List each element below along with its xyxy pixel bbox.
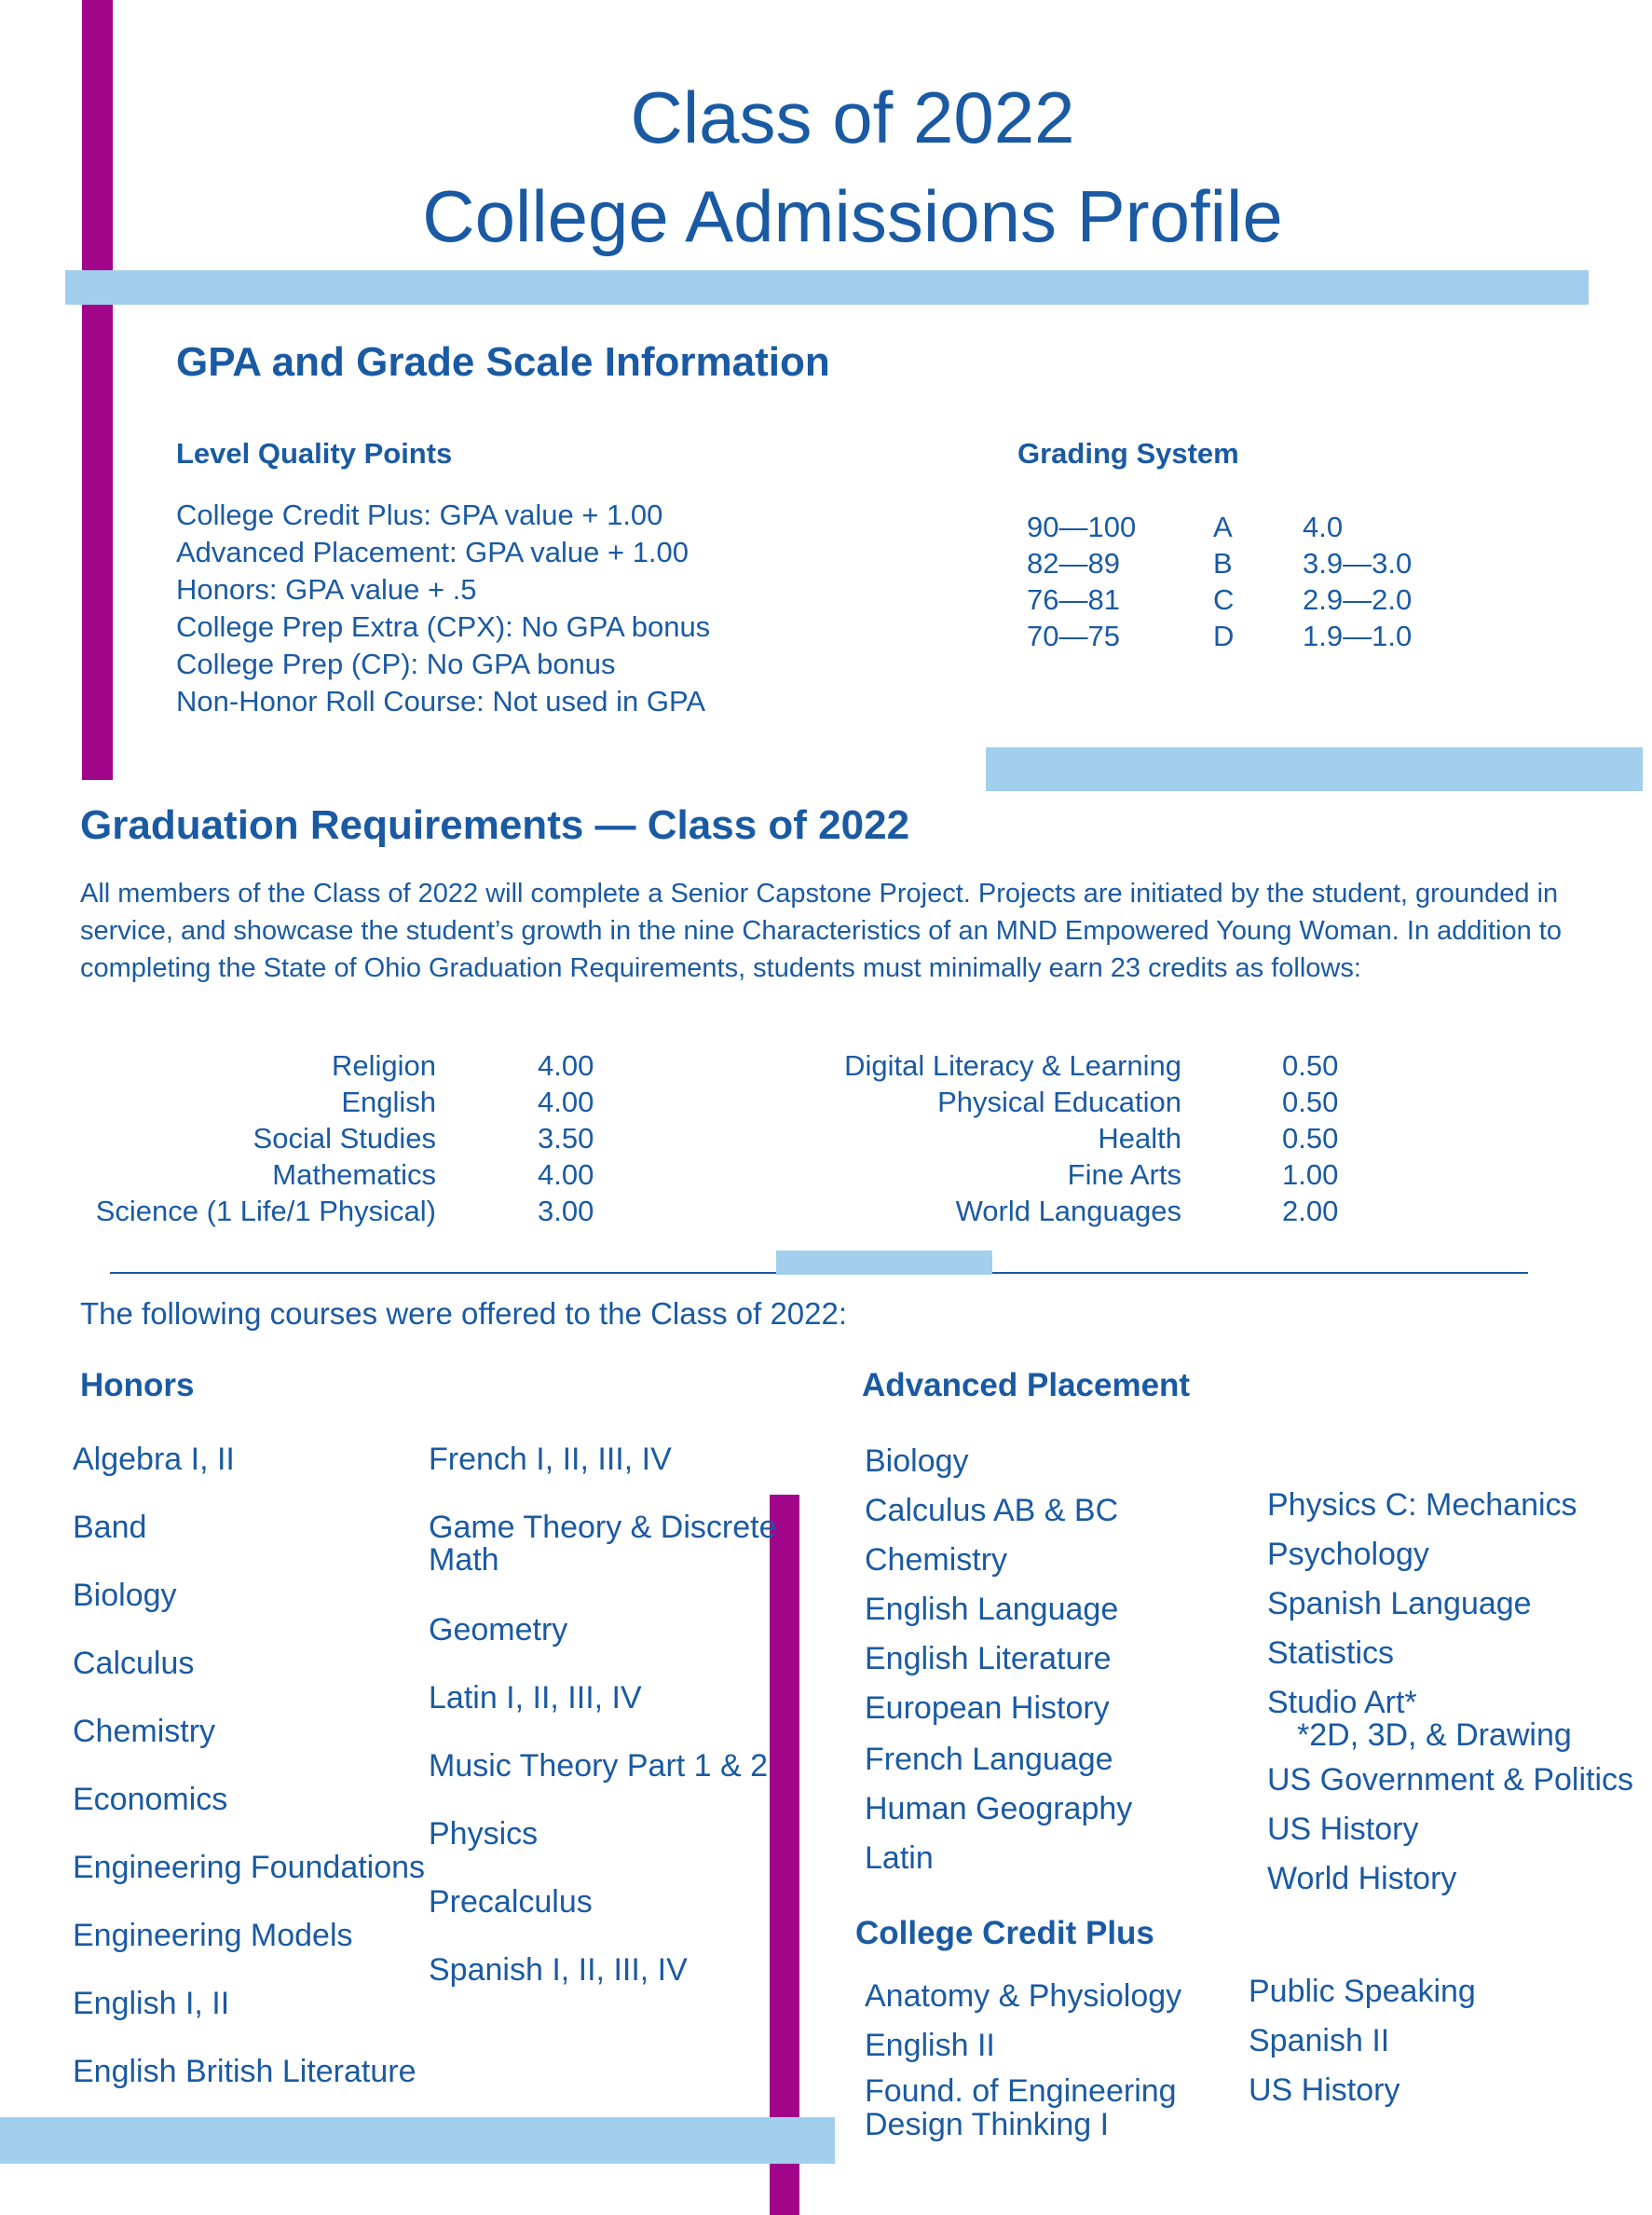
honors-course: Algebra I, II [73, 1442, 235, 1477]
ap-course: European History [865, 1690, 1110, 1726]
credit-subject: Mathematics [272, 1158, 436, 1191]
ccp-course: Public Speaking [1249, 1974, 1476, 2009]
grade-range: 90—100 [1027, 511, 1137, 543]
honors-course: Latin I, II, III, IV [429, 1680, 642, 1716]
ccp-course: Design Thinking I [865, 2107, 1110, 2142]
honors-course: English British Literature [73, 2054, 416, 2089]
page-title-line1: Class of 2022 [630, 76, 1075, 158]
quality-point-item: Honors: GPA value + .5 [176, 573, 477, 606]
graduation-heading: Graduation Requirements — Class of 2022 [80, 802, 910, 848]
grade-letter: B [1213, 547, 1233, 580]
grade-letter: C [1213, 583, 1235, 616]
ap-course: Biology [865, 1443, 969, 1479]
ap-course: Psychology [1267, 1537, 1429, 1572]
ap-course: US History [1267, 1812, 1419, 1847]
quality-point-item: College Prep Extra (CPX): No GPA bonus [176, 610, 711, 643]
ccp-course: Spanish II [1249, 2023, 1390, 2058]
credit-subject: Digital Literacy & Learning [844, 1049, 1181, 1082]
credit-value: 0.50 [1282, 1122, 1339, 1155]
credit-value: 4.00 [538, 1158, 594, 1191]
honors-course: Chemistry [73, 1714, 216, 1749]
ap-course: Human Geography [865, 1791, 1133, 1826]
honors-course: Calculus [73, 1646, 195, 1681]
credit-value: 0.50 [1282, 1049, 1339, 1082]
ap-course: Chemistry [865, 1542, 1008, 1578]
ap-course: English Language [865, 1592, 1119, 1627]
ccp-course: US History [1249, 2072, 1400, 2108]
courses-intro: The following courses were offered to the Class of 2022: [80, 1296, 848, 1331]
ap-course: Spanish Language [1267, 1586, 1532, 1621]
credit-value: 1.00 [1282, 1158, 1339, 1191]
page-title-line2: College Admissions Profile [422, 175, 1283, 257]
quality-point-item: Advanced Placement: GPA value + 1.00 [176, 536, 689, 568]
credit-subject: Religion [331, 1049, 436, 1082]
quality-point-item: College Credit Plus: GPA value + 1.00 [176, 499, 663, 531]
ap-course: Studio Art* [1267, 1685, 1417, 1720]
decorative-horizontal-bar-bottom [0, 2117, 835, 2164]
ap-course: US Government & Politics [1267, 1762, 1634, 1798]
honors-course: Math [429, 1542, 499, 1578]
credit-value: 3.00 [538, 1195, 594, 1227]
quality-points-heading: Level Quality Points [176, 437, 453, 470]
honors-course: Physics [429, 1816, 539, 1852]
ap-course: Latin [865, 1840, 934, 1876]
ap-course: Physics C: Mechanics [1267, 1487, 1577, 1523]
honors-course: Game Theory & Discrete [429, 1510, 777, 1545]
ccp-course: English II [865, 2028, 995, 2063]
grade-range: 76—81 [1027, 583, 1120, 616]
ap-course: Statistics [1267, 1635, 1395, 1671]
honors-course: Music Theory Part 1 & 2 [429, 1748, 769, 1784]
honors-course: French I, II, III, IV [429, 1442, 672, 1477]
credit-subject: Physical Education [937, 1086, 1181, 1118]
credit-value: 2.00 [1282, 1195, 1339, 1227]
credit-subject: English [341, 1086, 436, 1118]
honors-course: Spanish I, II, III, IV [429, 1952, 688, 1988]
ccp-course: Anatomy & Physiology [865, 1978, 1182, 2014]
ccp-course: Found. of Engineering [865, 2073, 1177, 2109]
decorative-divider-accent [776, 1251, 992, 1275]
gpa-heading: GPA and Grade Scale Information [176, 339, 830, 385]
credit-subject: Health [1098, 1122, 1181, 1155]
grade-points: 3.9—3.0 [1303, 547, 1413, 580]
ap-course: English Literature [865, 1641, 1112, 1676]
honors-course: Precalculus [429, 1884, 593, 1920]
ap-course: Calculus AB & BC [865, 1493, 1119, 1528]
ccp-heading: College Credit Plus [855, 1915, 1154, 1951]
decorative-horizontal-bar-gpa [986, 747, 1643, 791]
ap-course-note: *2D, 3D, & Drawing [1297, 1717, 1572, 1753]
ap-course: French Language [865, 1742, 1113, 1777]
grade-points: 4.0 [1303, 511, 1344, 543]
honors-course: English I, II [73, 1986, 230, 2021]
honors-heading: Honors [80, 1367, 195, 1403]
graduation-paragraph: All members of the Class of 2022 will complete a Senior Capstone Project. Projects are initiated by the student, grounded in service, and showcase the student’s growth in the nine Characteristics of an MND Empowered Young Woman. In addition to completing the State of Ohio Graduation Requirements, students must minimally earn 23 credits as follows: [80, 879, 1562, 983]
grading-system-heading: Grading System [1017, 437, 1239, 470]
ap-course: World History [1267, 1861, 1457, 1896]
decorative-horizontal-bar-title [65, 270, 1589, 305]
decorative-vertical-bar-bottom [770, 1495, 799, 2215]
honors-course: Band [73, 1510, 147, 1545]
grade-points: 2.9—2.0 [1303, 583, 1413, 616]
grade-letter: A [1213, 511, 1233, 543]
honors-course: Geometry [429, 1612, 568, 1648]
credit-subject: Social Studies [253, 1122, 436, 1155]
credit-value: 0.50 [1282, 1086, 1339, 1118]
quality-point-item: Non-Honor Roll Course: Not used in GPA [176, 685, 706, 718]
ap-heading: Advanced Placement [862, 1367, 1191, 1403]
credit-subject: World Languages [955, 1195, 1181, 1227]
credit-value: 4.00 [538, 1049, 594, 1082]
credit-subject: Fine Arts [1067, 1158, 1181, 1191]
honors-course: Economics [73, 1782, 228, 1817]
honors-course: Biology [73, 1578, 177, 1613]
honors-course: Engineering Models [73, 1918, 353, 1953]
credit-value: 3.50 [538, 1122, 594, 1155]
credit-subject: Science (1 Life/1 Physical) [95, 1195, 436, 1227]
honors-course: Engineering Foundations [73, 1850, 426, 1885]
grade-points: 1.9—1.0 [1303, 620, 1413, 652]
grade-letter: D [1213, 620, 1235, 652]
credit-value: 4.00 [538, 1086, 594, 1118]
grade-range: 82—89 [1027, 547, 1120, 580]
grade-range: 70—75 [1027, 620, 1120, 652]
quality-point-item: College Prep (CP): No GPA bonus [176, 648, 616, 680]
